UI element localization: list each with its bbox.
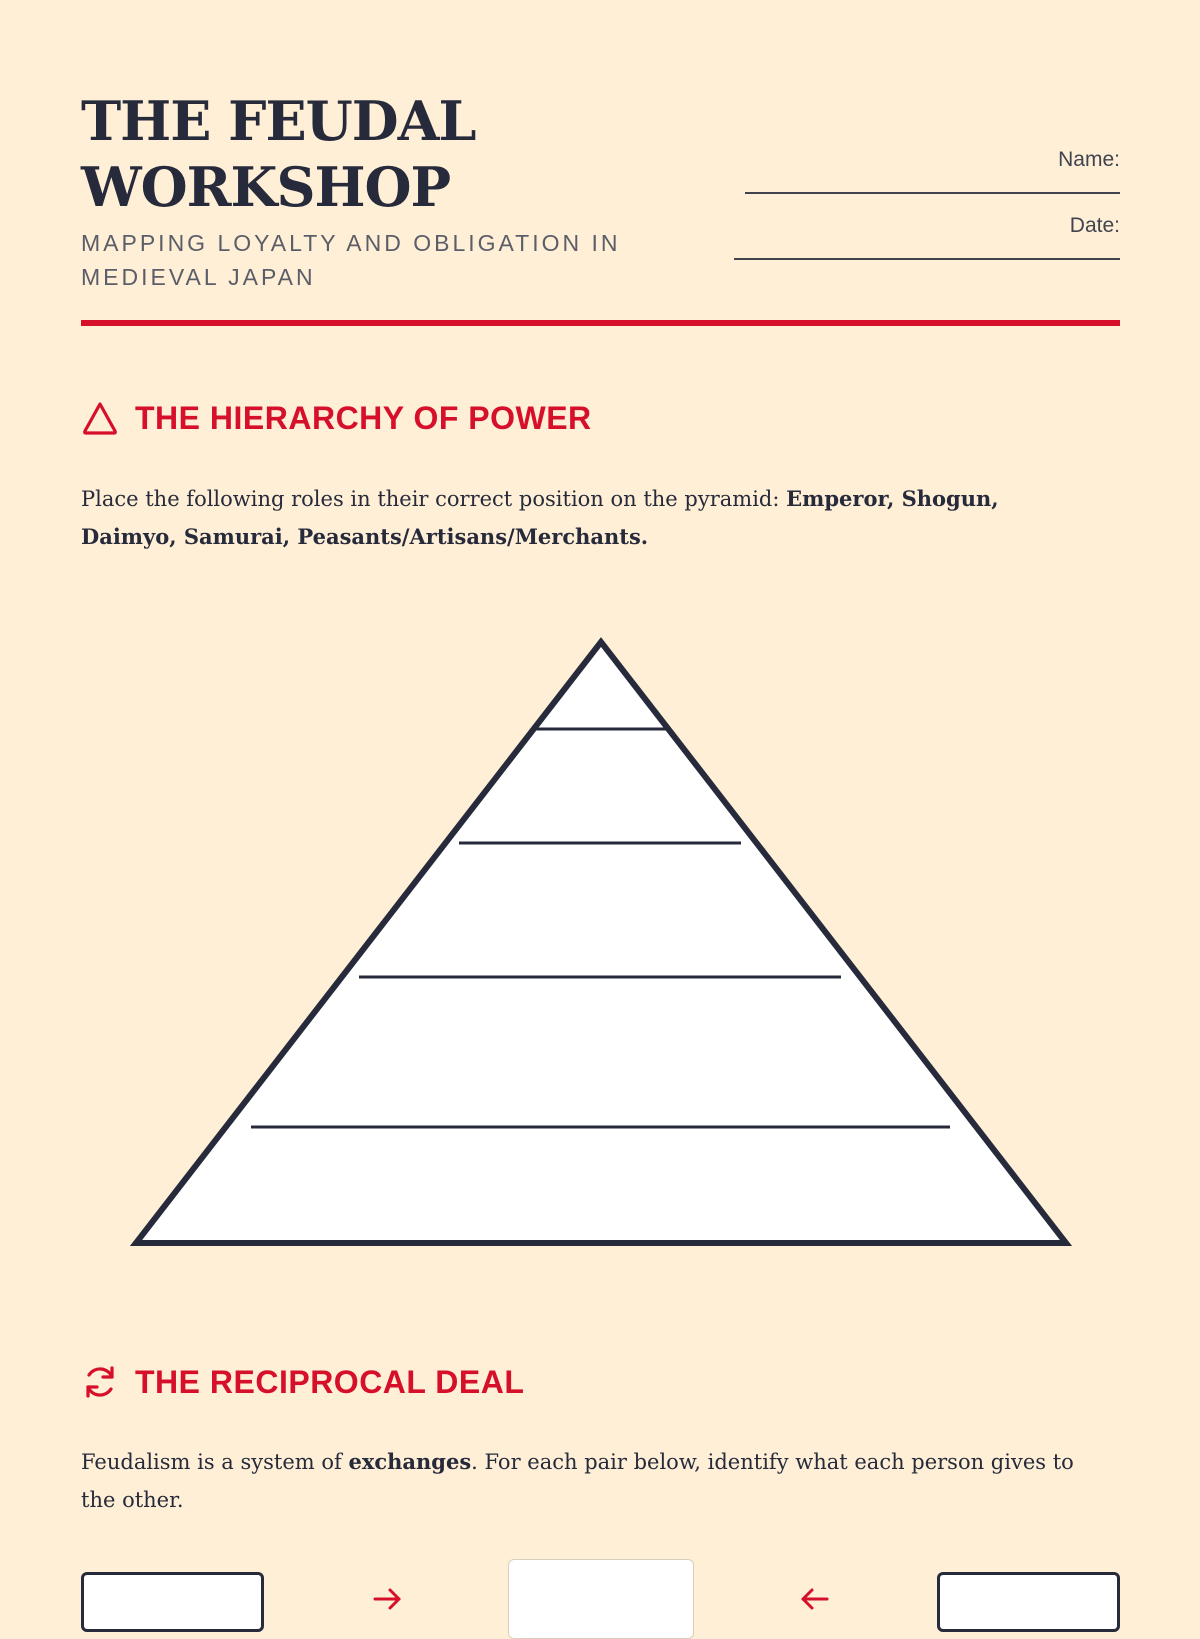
reciprocal-instruction [81, 1443, 1120, 1519]
worksheet-header [81, 88, 1120, 290]
name-field[interactable] [730, 148, 1120, 214]
title-line-2: WORKSHOP [81, 155, 451, 219]
date-line[interactable] [734, 258, 1120, 260]
student-fields [730, 148, 1120, 280]
hierarchy-roles-line-2: Daimyo, Samurai, Peasants/Artisans/Merchants. [81, 524, 649, 549]
refresh-icon [81, 1363, 119, 1401]
name-line[interactable] [745, 192, 1120, 194]
hierarchy-roles-line-1: Emperor, Shogun, [786, 486, 999, 511]
arrow-right-icon [371, 1584, 405, 1614]
reciprocal-instruction-start: Feudalism is a system of [81, 1450, 349, 1474]
worksheet-page [81, 0, 1120, 1600]
page-subtitle [81, 226, 721, 294]
reciprocal-instruction-end: . For each pair below, identify what each person gives to [471, 1450, 1074, 1474]
arrow-left-icon [797, 1584, 831, 1614]
reciprocal-instruction-end-line-2: the other. [81, 1488, 184, 1512]
title-block [81, 88, 721, 294]
page-title [81, 88, 721, 220]
name-label: Name: [1058, 148, 1120, 171]
hierarchy-instruction [81, 480, 1120, 556]
exchange-right-box[interactable] [937, 1572, 1120, 1632]
hierarchy-instruction-text: Place the following roles in their correct position on the pyramid: [81, 487, 787, 511]
subtitle-line-2: MEDIEVAL JAPAN [81, 264, 316, 290]
date-label: Date: [1069, 214, 1120, 237]
exchange-left-box[interactable] [81, 1572, 264, 1632]
header-divider [81, 320, 1120, 326]
section-reciprocal-title: THE RECIPROCAL DEAL [135, 1363, 525, 1400]
pyramid-outline [136, 642, 1066, 1243]
section-hierarchy-title: THE HIERARCHY OF POWER [135, 399, 592, 436]
exchange-row [81, 1556, 1120, 1616]
triangle-icon [81, 399, 119, 437]
reciprocal-instruction-bold: exchanges [348, 1449, 472, 1474]
title-line-1: THE FEUDAL [81, 89, 476, 153]
section-reciprocal-header [81, 1362, 524, 1402]
exchange-center-box[interactable] [508, 1559, 694, 1639]
subtitle-line-1: MAPPING LOYALTY AND OBLIGATION IN [81, 230, 621, 256]
section-hierarchy-header [81, 398, 592, 438]
date-field[interactable] [730, 214, 1120, 280]
hierarchy-pyramid [126, 636, 1076, 1252]
